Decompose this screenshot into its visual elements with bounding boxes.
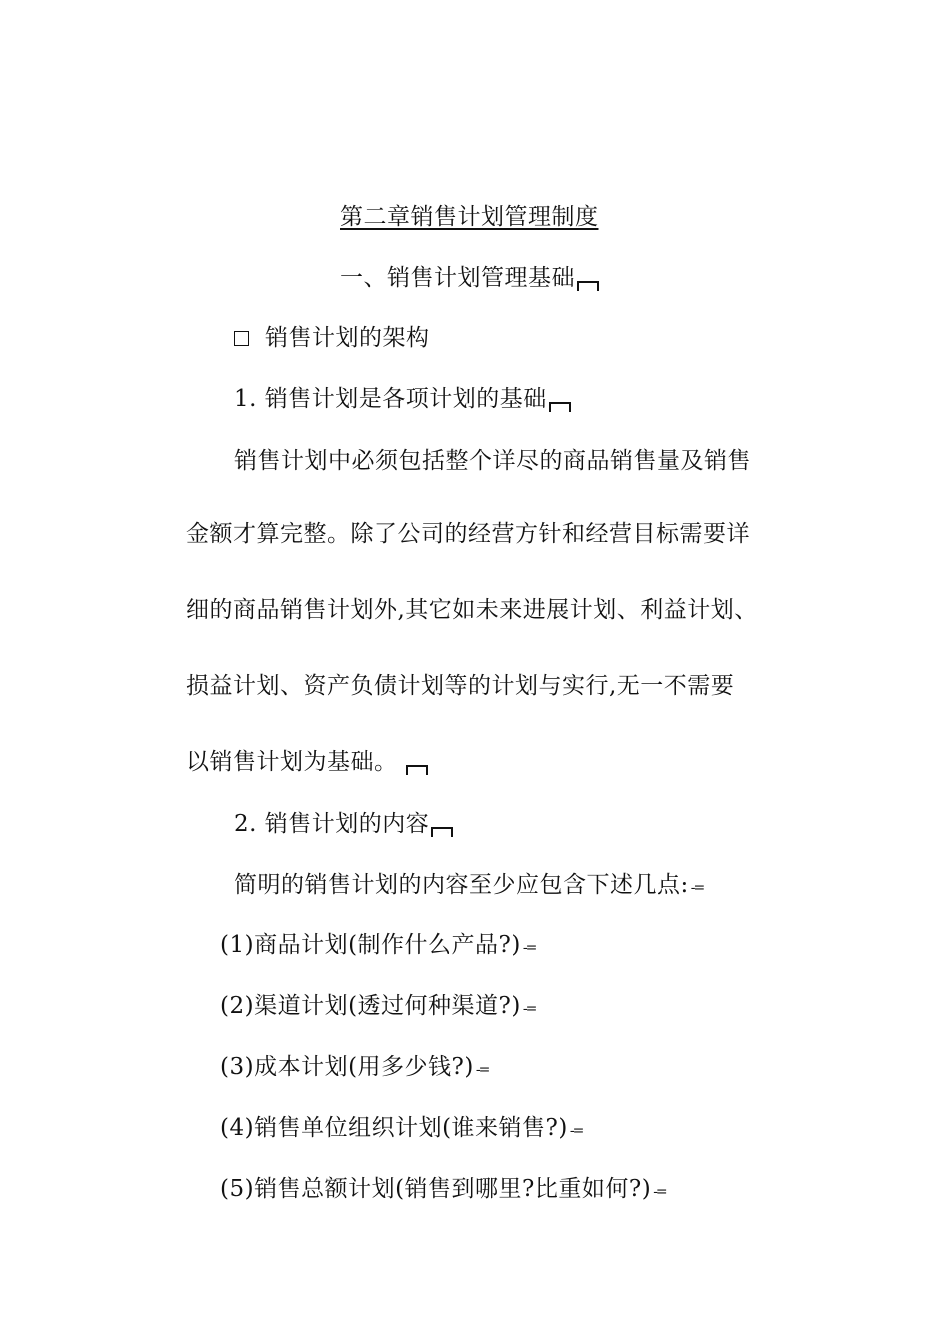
line-break-mark-icon: -=: [569, 1123, 583, 1139]
paragraph-mark-icon: [549, 402, 571, 412]
list-item: (3)成本计划(用多少钱?) -=: [220, 1054, 489, 1080]
paragraph-line: 金额才算完整。除了公司的经营方针和经营目标需要详: [186, 521, 750, 547]
line-break-mark-icon: -=: [522, 1001, 536, 1017]
paragraph-mark-icon: [577, 281, 599, 291]
paragraph-line: 细的商品销售计划外,其它如未来进展计划、利益计划、: [186, 597, 758, 623]
paragraph-line: 以销售计划为基础。: [186, 747, 428, 777]
paragraph-line: 销售计划中必须包括整个详尽的商品销售量及销售: [234, 448, 751, 474]
line-break-mark-icon: -=: [475, 1062, 489, 1078]
list-item: (4)销售单位组织计划(谁来销售?) -=: [220, 1115, 583, 1141]
chapter-title: 第二章销售计划管理制度: [340, 204, 599, 230]
checkbox-square-icon: [234, 331, 249, 346]
list-item: (5)销售总额计划(销售到哪里?比重如何?) -=: [220, 1176, 666, 1202]
line-break-mark-icon: -=: [522, 940, 536, 956]
line-break-mark-icon: -=: [653, 1184, 666, 1200]
item-heading-1: 1. 销售计划是各项计划的基础: [234, 384, 571, 414]
line-break-mark-icon: -=: [690, 880, 704, 896]
paragraph-mark-icon: [431, 827, 453, 837]
paragraph-line: 损益计划、资产负债计划等的计划与实行,无一不需要: [186, 673, 735, 699]
subsection-heading: 销售计划的架构: [234, 323, 430, 353]
item-heading-2: 2. 销售计划的内容: [234, 809, 453, 839]
paragraph-mark-icon: [406, 765, 428, 775]
list-item: (1)商品计划(制作什么产品?) -=: [220, 932, 536, 958]
list-intro: 简明的销售计划的内容至少应包含下述几点: -=: [234, 872, 704, 898]
section-heading: 一、销售计划管理基础: [340, 263, 599, 293]
list-item: (2)渠道计划(透过何种渠道?) -=: [220, 993, 536, 1019]
